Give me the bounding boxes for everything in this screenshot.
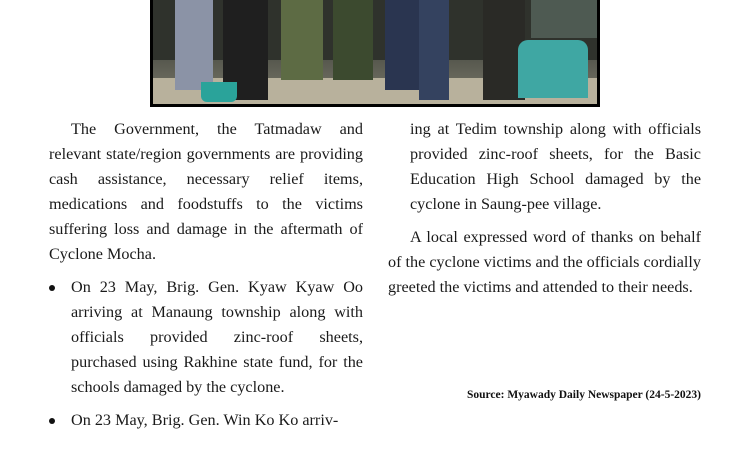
- photo-person-6: [419, 0, 449, 100]
- bullet-icon: [49, 418, 55, 424]
- photo-person-1: [175, 0, 213, 90]
- photo-window: [531, 0, 597, 38]
- photo-bucket: [201, 82, 237, 102]
- closing-paragraph: A local expressed word of thanks on behalf of the cyclone victims and the officials cordially greeted the victims and attended to their needs.: [388, 228, 702, 296]
- photo-person-4: [333, 0, 373, 80]
- list-item: [49, 408, 363, 433]
- photo-chair: [518, 40, 588, 98]
- photo-person-5: [385, 0, 419, 90]
- list-item: [49, 275, 363, 400]
- right-column: [388, 117, 701, 300]
- bullet-list: [49, 275, 363, 433]
- left-column: [49, 117, 363, 441]
- bullet-text: On 23 May, Brig. Gen. Win Ko Ko arriv-: [71, 411, 339, 429]
- intro-paragraph: The Government, the Tatmadaw and relevant state/region governments are providing cash assistance, necessary relief items, medications and foodstuffs to the victims suffering loss and damage in the aftermath of Cyclone Mocha.: [49, 120, 363, 263]
- news-photo: [150, 0, 600, 107]
- source-credit: Source: Myawady Daily Newspaper (24-5-2023): [466, 389, 701, 401]
- bullet-text: On 23 May, Brig. Gen. Kyaw Kyaw Oo arriving at Manaung township along with officials provided zinc-roof sheets, purchased using Rakhine state fund, for the schools damaged by the cyclone.: [71, 278, 363, 396]
- photo-person-3: [281, 0, 323, 80]
- bullet-continuation: ing at Tedim township along with officials provided zinc-roof sheets, for the Basic Education High School damaged by the cyclone in Saung-pee village.: [410, 120, 701, 213]
- bullet-icon: [49, 285, 55, 291]
